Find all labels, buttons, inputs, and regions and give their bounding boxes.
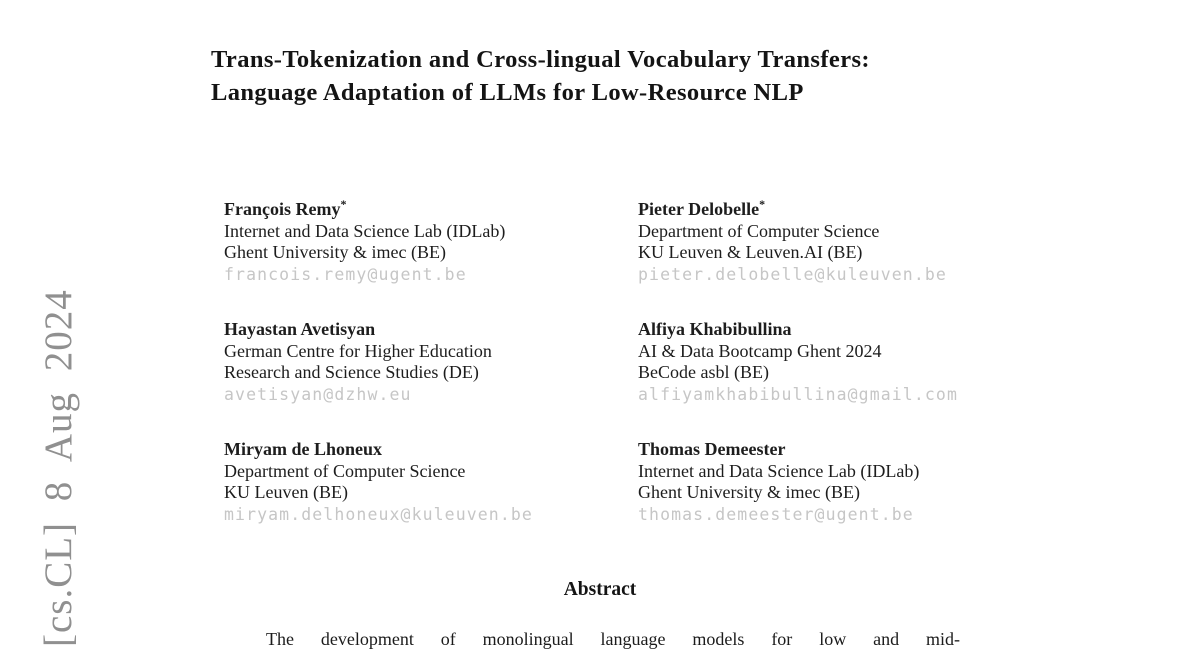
author-affiliation-line: German Centre for Higher Education xyxy=(224,340,492,361)
author-name xyxy=(638,199,1038,221)
author-email: avetisyan@dzhw.eu xyxy=(224,385,412,405)
author-block-francois-remy xyxy=(224,199,624,286)
author-affiliation-line: KU Leuven (BE) xyxy=(224,482,348,503)
author-name-text: Hayastan Avetisyan xyxy=(224,319,376,339)
author-footnote-marker: * xyxy=(340,197,347,211)
paper-title-line-1: Trans-Tokenization and Cross-lingual Vocabulary Transfers: xyxy=(211,46,870,73)
author-name xyxy=(224,439,624,461)
author-affiliation-line: Department of Computer Science xyxy=(638,220,880,241)
author-affiliation-line: AI & Data Bootcamp Ghent 2024 xyxy=(638,340,882,361)
author-name-text: Pieter Delobelle xyxy=(638,199,760,219)
author-name xyxy=(638,439,1038,461)
author-email: pieter.delobelle@kuleuven.be xyxy=(638,265,947,285)
abstract-heading: Abstract xyxy=(563,579,637,600)
author-block-miryam-de-lhoneux xyxy=(224,439,624,526)
author-name xyxy=(638,319,1038,341)
author-name-text: Thomas Demeester xyxy=(638,439,786,459)
author-affiliation-line: KU Leuven & Leuven.AI (BE) xyxy=(638,242,863,263)
author-name xyxy=(224,319,624,341)
paper-title-line-2: Language Adaptation of LLMs for Low-Resource NLP xyxy=(211,78,804,106)
author-name xyxy=(224,199,624,221)
author-affiliation-line: Internet and Data Science Lab (IDLab) xyxy=(638,460,920,481)
author-block-pieter-delobelle xyxy=(638,199,1038,286)
author-affiliation-line: BeCode asbl (BE) xyxy=(638,362,769,383)
author-email: francois.remy@ugent.be xyxy=(224,265,467,285)
author-name-text: Miryam de Lhoneux xyxy=(224,439,383,459)
author-block-alfiya-khabibullina xyxy=(638,319,1038,406)
arxiv-stamp: [cs.CL] 8 Aug 2024 xyxy=(37,289,80,647)
author-name-text: Alfiya Khabibullina xyxy=(638,319,792,339)
author-affiliation-line: Internet and Data Science Lab (IDLab) xyxy=(224,220,506,241)
abstract-first-line: The development of monolingual language models for low and mid- xyxy=(266,629,960,649)
paper-title xyxy=(211,44,1031,109)
author-email: miryam.delhoneux@kuleuven.be xyxy=(224,505,533,525)
author-block-hayastan-avetisyan xyxy=(224,319,624,406)
author-email: alfiyamkhabibullina@gmail.com xyxy=(638,385,958,405)
author-affiliation-line: Ghent University & imec (BE) xyxy=(638,482,860,503)
author-footnote-marker: * xyxy=(759,197,766,211)
author-affiliation-line: Research and Science Studies (DE) xyxy=(224,362,479,383)
author-block-thomas-demeester xyxy=(638,439,1038,526)
author-name-text: François Remy xyxy=(224,199,341,219)
author-affiliation-line: Ghent University & imec (BE) xyxy=(224,242,446,263)
author-email: thomas.demeester@ugent.be xyxy=(638,505,914,525)
author-affiliation-line: Department of Computer Science xyxy=(224,460,466,481)
